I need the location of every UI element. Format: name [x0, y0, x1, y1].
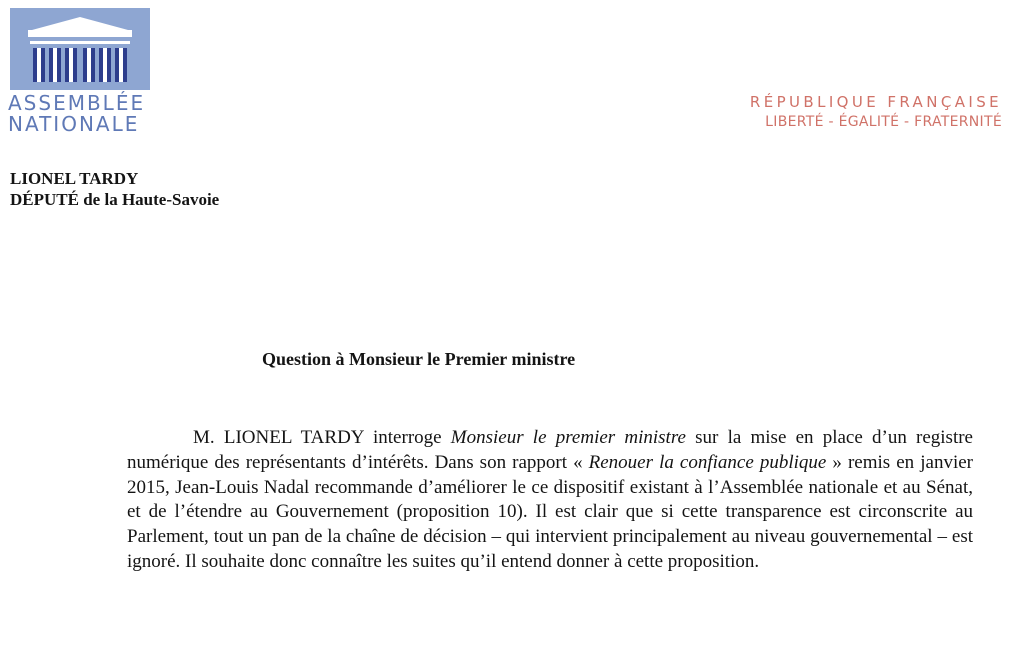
question-body	[127, 426, 973, 575]
logo-wordmark	[8, 93, 168, 135]
assemblee-nationale-logo	[10, 8, 150, 90]
logo-line-2: NATIONALE	[8, 112, 140, 136]
republic-title: RÉPUBLIQUE FRANÇAISE	[749, 93, 1002, 111]
logo-line-1: ASSEMBLÉE	[8, 91, 146, 115]
author-block	[10, 168, 219, 210]
republic-motto: LIBERTÉ - ÉGALITÉ - FRATERNITÉ	[765, 114, 1002, 130]
author-title-prefix: DÉPUTÉ	[10, 190, 79, 209]
question-title: Question à Monsieur le Premier ministre	[262, 349, 576, 369]
body-text-3: » remis en janvier 2015, Jean-Louis Nadal recommande d’améliorer le ce dispositif existant à l’Assemblée nationale et au Sénat, et de l’étendre au Gouvernement (proposition 10). Il est clair que si cette transparence est circonscrite au Parlement, tout un pan de la chaîne de décision – qui intervient principalement au niveau gouvernemental – est ignoré. Il souhaite donc connaître les suites qu’il entend donner à cette proposition.	[127, 451, 973, 572]
body-text-1: M. LIONEL TARDY interroge	[193, 427, 451, 448]
palais-bourbon-colonnade-icon	[10, 8, 150, 90]
author-title-suffix: de la Haute-Savoie	[78, 190, 220, 209]
author-name: LIONEL TARDY	[10, 169, 139, 188]
body-text-2: sur la mise en place d’un registre numérique des représentants d’intérêts. Dans son rapport «	[127, 427, 973, 473]
body-italic-report-title: Renouer la confiance publique	[588, 451, 827, 473]
body-italic-addressee: Monsieur le premier ministre	[450, 427, 686, 448]
republic-header	[750, 92, 1002, 132]
question-paragraph	[127, 426, 973, 575]
author-title	[10, 189, 219, 210]
